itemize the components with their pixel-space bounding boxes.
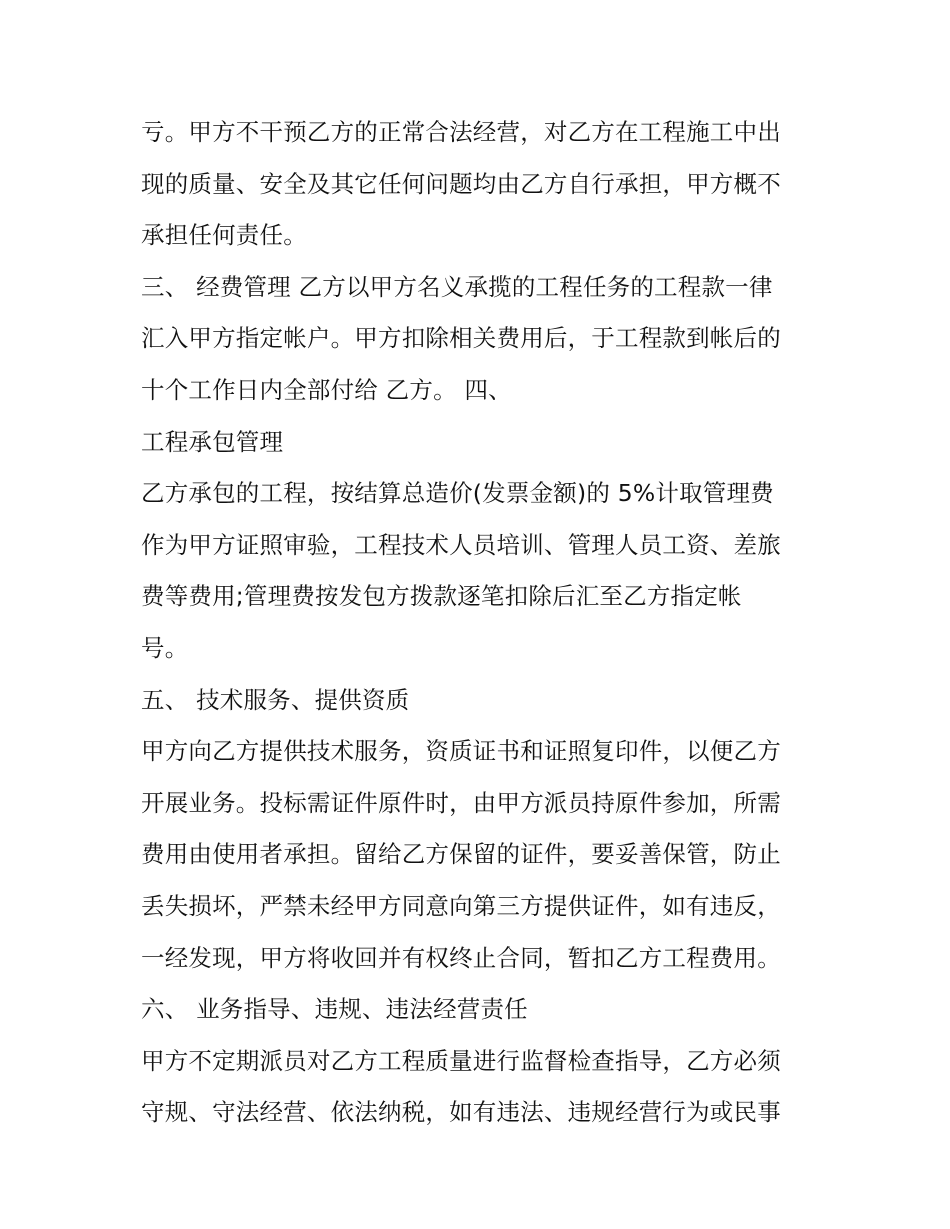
text-line: 甲方向乙方提供技术服务，资质证书和证照复印件，以便乙方	[141, 737, 781, 766]
document-body	[141, 107, 821, 1139]
text-line: 汇入甲方指定帐户。甲方扣除相关费用后，于工程款到帐后的	[141, 324, 781, 353]
text-line: 守规、守法经营、依法纳税，如有违法、违规经营行为或民事	[141, 1098, 781, 1127]
text-line: 丢失损坏，严禁未经甲方同意向第三方提供证件，如有违反，	[141, 891, 781, 920]
text-line: 费等费用;管理费按发包方拨款逐笔扣除后汇至乙方指定帐	[141, 582, 742, 611]
section-heading-line: 三、 经费管理 乙方以甲方名义承揽的工程任务的工程款一律	[141, 272, 773, 301]
text-line: 号。	[141, 633, 189, 662]
text-line: 乙方承包的工程，按结算总造价(发票金额)的 5%计取管理费	[141, 479, 774, 508]
section-heading: 工程承包管理	[141, 427, 284, 456]
text-line: 现的质量、安全及其它任何问题均由乙方自行承担，甲方概不	[141, 169, 781, 198]
text-line: 作为甲方证照审验，工程技术人员培训、管理人员工资、差旅	[141, 530, 781, 559]
text-line: 十个工作日内全部付给 乙方。 四、	[141, 375, 512, 404]
text-line: 甲方不定期派员对乙方工程质量进行监督检查指导，乙方必须	[141, 1046, 781, 1075]
text-line: 亏。甲方不干预乙方的正常合法经营，对乙方在工程施工中出	[141, 118, 781, 146]
section-heading: 六、 业务指导、违规、违法经营责任	[141, 995, 528, 1024]
text-line: 承担任何责任。	[141, 221, 307, 250]
text-line: 开展业务。投标需证件原件时，由甲方派员持原件参加，所需	[141, 788, 781, 817]
text-line: 费用由使用者承担。留给乙方保留的证件，要妥善保管，防止	[141, 840, 781, 869]
section-heading: 五、 技术服务、提供资质	[141, 685, 410, 714]
text-line: 一经发现，甲方将收回并有权终止合同，暂扣乙方工程费用。	[141, 943, 781, 972]
